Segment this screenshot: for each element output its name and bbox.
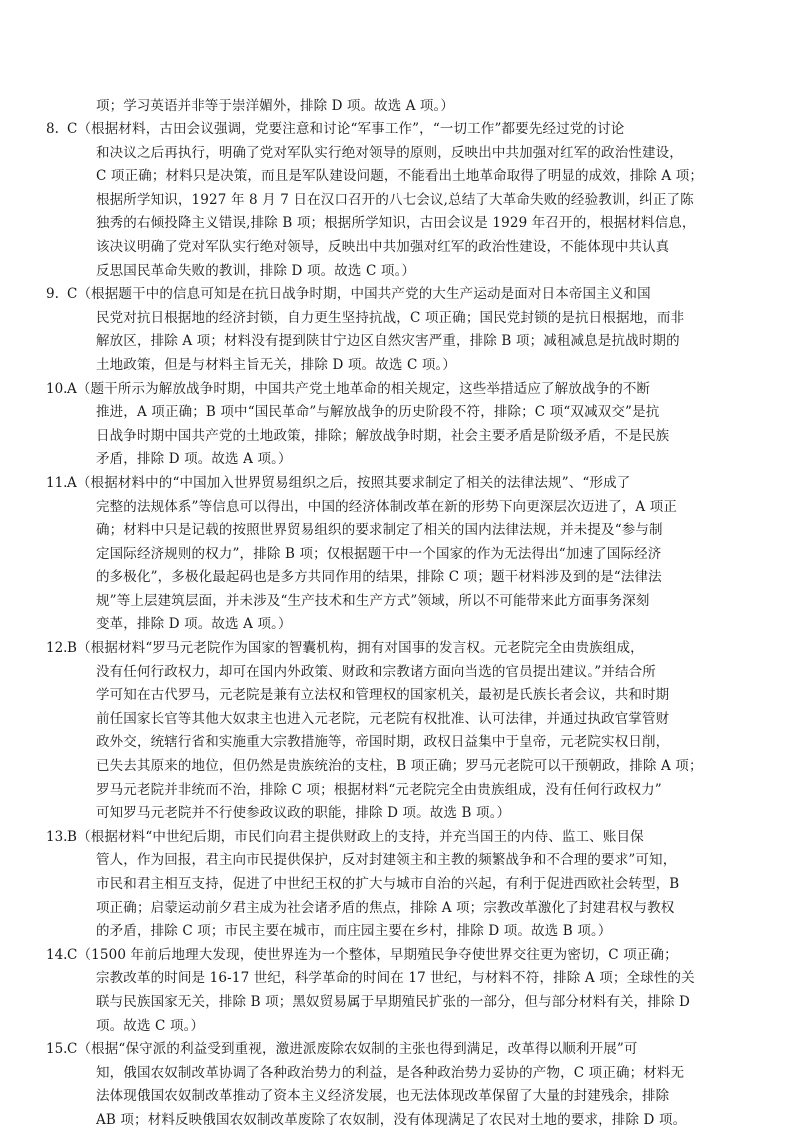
explanation-line: 可知罗马元老院并不行使参政议政的职能，排除 D 项。故选 B 项。）	[96, 805, 511, 822]
explanation-line: 没有任何行政权力，却可在国内外政策、财政和宗教诸方面向当选的官员提出建议。”并结合所	[96, 663, 656, 680]
explanation-line: 反思国民革命失败的教训，排除 D 项。故选 C 项。）	[96, 262, 416, 279]
answer-explanation	[67, 637, 733, 826]
explanation-line: A（根据材料中的“中国加入世界贸易组织之后，按照其要求制定了相关的法律法规”、“形成了	[67, 474, 631, 491]
explanation-line: C（根据“保守派的利益受到重视，激进派废除农奴制的主张也得到满足，改革得以顺利开展”可	[67, 1041, 638, 1058]
explanation-line: 联与民族国家无关，排除 B 项；黑奴贸易属于早期殖民扩张的一部分，但与部分材料有关，排除 D	[96, 993, 691, 1010]
explanation-line: 项。故选 C 项。）	[96, 1017, 205, 1034]
explanation-line: C（根据题干中的信息可知是在抗日战争时期，中国共产党的大生产运动是面对日本帝国主义和国	[67, 286, 651, 303]
explanation-line: 的多极化”，多极化最起码也是多方共同作用的结果，排除 C 项；题干材料涉及到的是“法律法	[96, 569, 662, 586]
explanation-line: 日战争时期中国共产党的土地政策，排除；解放战争时期，社会主要矛盾是阶级矛盾，不是民族	[96, 427, 670, 444]
explanation-line: 确；材料中只是记载的按照世界贸易组织的要求制定了相关的国内法律法规，并未提及“参与制	[96, 522, 663, 539]
continued-answer-line: 项；学习英语并非等于崇洋媚外，排除 D 项。故选 A 项。）	[96, 98, 454, 114]
explanation-line: 解放区，排除 A 项；材料没有提到陕甘宁边区自然灾害严重，排除 B 项；减租减息是抗战时期的	[96, 333, 680, 350]
answer-explanation	[67, 472, 733, 637]
answer-explanation	[67, 1038, 733, 1132]
answer-item	[0, 944, 794, 1038]
explanation-line: 矛盾，排除 D 项。故选 A 项。）	[96, 451, 292, 468]
answer-explanation	[67, 378, 733, 472]
explanation-line: 市民和君主相互支持，促进了中世纪王权的扩大与城市自治的兴起，有利于促进西欧社会转型，B	[96, 876, 680, 892]
explanation-line: 独秀的右倾投降主义错误,排除 B 项；根据所学知识，古田会议是 1929 年召开的，根据材料信息，	[96, 215, 696, 232]
explanation-line: 规”等上层建筑层面，并未涉及“生产技术和生产方式”领域，所以不可能带来此方面事务深刻	[96, 592, 650, 609]
answer-item	[0, 826, 794, 944]
explanation-line: A（题干所示为解放战争时期，中国共产党土地革命的相关规定，这些举措适应了解放战争的不断	[67, 380, 651, 397]
answer-list	[0, 118, 794, 1133]
answer-explanation	[67, 944, 733, 1038]
explanation-line: C（1500 年前后地理大发现，使世界连为一个整体，早期殖民争夺使世界交往更为密切，C 项正确；	[67, 946, 678, 963]
question-number: 15.	[46, 1041, 68, 1058]
explanation-line: 推进，A 项正确；B 项中“国民革命”与解放战争的历史阶段不符，排除；C 项“双减双交”是抗	[96, 404, 660, 421]
explanation-line: 土地政策，但是与材料主旨无关，排除 D 项。故选 C 项。）	[96, 356, 457, 373]
explanation-line: 政外交，统辖行省和实施重大宗教措施等，帝国时期，政权日益集中于皇帝，元老院实权日削，	[96, 734, 670, 751]
answer-explanation	[67, 118, 733, 283]
explanation-line: B（根据材料“中世纪后期，市民们向君主提供财政上的支持，并充当国王的内侍、监工、账目保	[67, 828, 644, 845]
explanation-line: 根据所学知识，1927 年 8 月 7 日在汉口召开的八七会议,总结了大革命失败的经验教训，纠正了陈	[96, 191, 694, 208]
explanation-line: B（根据材料“罗马元老院作为国家的智囊机构，拥有对国事的发言权。元老院完全由贵族组成，	[67, 640, 644, 657]
question-number: 13.	[46, 828, 68, 845]
answer-explanation	[67, 826, 733, 944]
question-number: 12.	[46, 640, 68, 657]
answer-item	[0, 1038, 794, 1132]
answer-item	[0, 637, 794, 826]
answer-item	[0, 118, 794, 283]
explanation-line: 已失去其原来的地位，但仍然是贵族统治的支柱，B 项正确；罗马元老院可以干预朝政，排除 A 项；	[96, 758, 703, 775]
explanation-line: 变革，排除 D 项。故选 A 项。）	[96, 616, 292, 633]
question-number: 11.	[46, 474, 68, 491]
question-number: 14.	[46, 946, 68, 963]
question-number: 10.	[46, 380, 68, 397]
explanation-line: 该决议明确了党对军队实行绝对领导，反映出中共加强对红军的政治性建设，不能体现中共认真	[96, 238, 670, 255]
explanation-line: 法体现俄国农奴制改革推动了资本主义经济发展，也无法体现改革保留了大量的封建残余，排除	[96, 1088, 670, 1105]
explanation-line: 前任国家长官等其他大奴隶主也进入元老院，元老院有权批准、认可法律，并通过执政官掌管财	[96, 710, 670, 727]
explanation-line: AB 项；材料反映俄国农奴制改革废除了农奴制，没有体现满足了农民对土地的要求，排除 D 项。	[96, 1111, 687, 1128]
answer-item	[0, 283, 794, 377]
question-number: 8.	[46, 121, 59, 137]
explanation-line: C（根据材料，古田会议强调，党要注意和讨论“军事工作”，“一切工作”都要先经过党的讨论	[67, 121, 625, 137]
answer-item	[0, 378, 794, 472]
explanation-line: 项正确；启蒙运动前夕君主成为社会诸矛盾的焦点，排除 A 项；宗教改革激化了封建君权与教权	[96, 899, 675, 916]
explanation-line: C 项正确；材料只是决策，而且是军队建设问题，不能看出土地革命取得了明显的成效，排除 A 项；	[96, 168, 704, 185]
explanation-line: 宗教改革的时间是 16-17 世纪，科学革命的时间在 17 世纪，与材料不符，排除 A 项；全球性的关	[96, 970, 695, 987]
explanation-line: 管人，作为回报，君主向市民提供保护，反对封建领主和主教的频繁战争和不合理的要求”可知，	[96, 852, 677, 869]
answer-item	[0, 472, 794, 637]
explanation-line: 和决议之后再执行，明确了党对军队实行绝对领导的原则，反映出中共加强对红军的政治性建设，	[96, 144, 683, 161]
explanation-line: 罗马元老院并非统而不治，排除 C 项；根据材料“元老院完全由贵族组成，没有任何行政权力”	[96, 781, 662, 798]
explanation-line: 知，俄国农奴制改革协调了各种政治势力的利益，是各种政治势力妥协的产物，C 项正确；材料无	[96, 1064, 685, 1081]
explanation-line: 定国际经济规则的权力”，排除 B 项；仅根据题干中一个国家的作为无法得出“加速了国际经济	[96, 545, 662, 562]
answer-explanation	[67, 283, 733, 377]
explanation-line: 完整的法规体系”等信息可以得出，中国的经济体制改革在新的形势下向更深层次迈进了，A 项正	[96, 498, 678, 515]
explanation-line: 的矛盾，排除 C 项；市民主要在城市，而庄园主要在乡村，排除 D 项。故选 B 项。）	[96, 923, 612, 940]
explanation-line: 民党对抗日根据地的经济封锁，自力更生坚持抗战，C 项正确；国民党封锁的是抗日根据地，而非	[96, 309, 685, 326]
question-number: 9.	[46, 286, 59, 303]
explanation-line: 学可知在古代罗马，元老院是兼有立法权和管理权的国家机关，最初是氏族长者会议，共和时期	[96, 687, 670, 704]
